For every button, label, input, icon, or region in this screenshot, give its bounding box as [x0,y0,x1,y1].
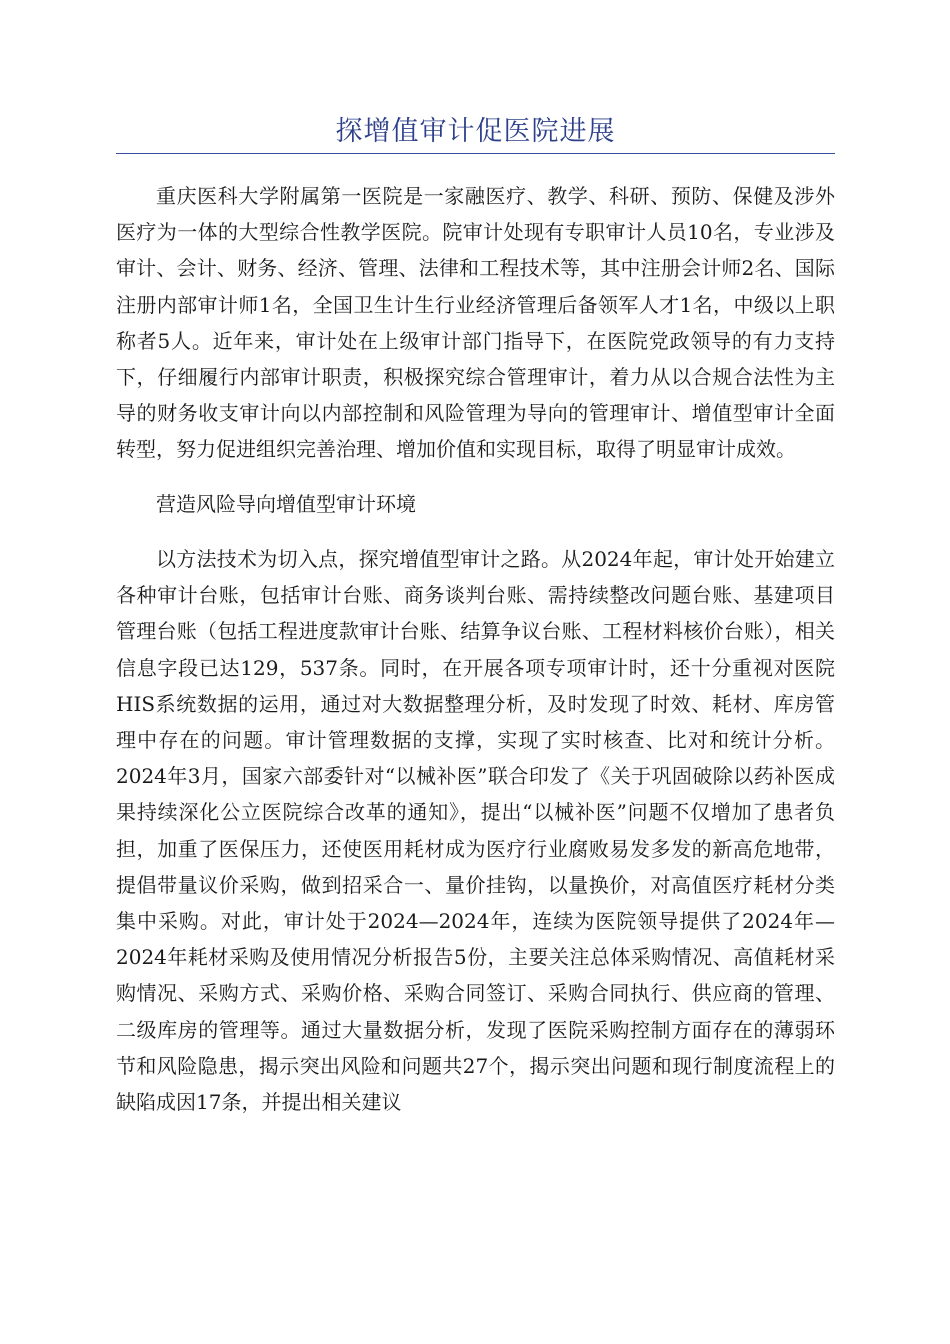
document-title: 探增值审计促医院进展 [335,116,616,147]
paragraph-method: 以方法技术为切入点，探究增值型审计之路。从2024年起，审计处开始建立各种审计台账，包括审计台账、商务谈判台账、需持续整改问题台账、基建项目管理台账（包括工程进度款审计台账、结算争议台账、工程材料核价台账），相关信息字段已达129，537条。同时，在开展各项专项审计时，还十分重视对医院HIS系统数据的运用，通过对大数据整理分析，及时发现了时效、耗材、库房管理中存在的问题。审计管理数据的支撑，实现了实时核查、比对和统计分析。2024年3月，国家六部委针对“以械补医”联合印发了《关于巩固破除以药补医成果持续深化公立医院综合改革的通知》，提出“以械补医”问题不仅增加了患者负担，加重了医保压力，还使医用耗材成为医疗行业腐败易发多发的新高危地带，提倡带量议价采购，做到招采合一、量价挂钩，以量换价，对高值医疗耗材分类集中采购。对此，审计处于2024—2024年，连续为医院领导提供了2024年—2024年耗材采购及使用情况分析报告5份，主要关注总体采购情况、高值耗材采购情况、采购方式、采购价格、采购合同签订、采购合同执行、供应商的管理、二级库房的管理等。通过大量数据分析，发现了医院采购控制方面存在的薄弱环节和风险隐患，揭示突出风险和问题共27个，揭示突出问题和现行制度流程上的缺陷成因17条，并提出相关建议 [116,547,835,1115]
document-body [116,178,835,1120]
section-heading: 营造风险导向增值型审计环境 [156,492,416,517]
paragraph-intro: 重庆医科大学附属第一医院是一家融医疗、教学、科研、预防、保健及涉外医疗为一体的大型综合性教学医院。院审计处现有专职审计人员10名，专业涉及审计、会计、财务、经济、管理、法律和工程技术等，其中注册会计师2名、国际注册内部审计师1名，全国卫生计生行业经济管理后备领军人才1名，中级以上职称者5人。近年来，审计处在上级审计部门指导下，在医院党政领导的有力支持下，仔细履行内部审计职责，积极探究综合管理审计，着力从以合规合法性为主导的财务收支审计向以内部控制和风险管理为导向的管理审计、增值型审计全面转型，努力促进组织完善治理、增加价值和实现目标，取得了明显审计成效。 [116,184,835,462]
title-underline [116,153,835,154]
